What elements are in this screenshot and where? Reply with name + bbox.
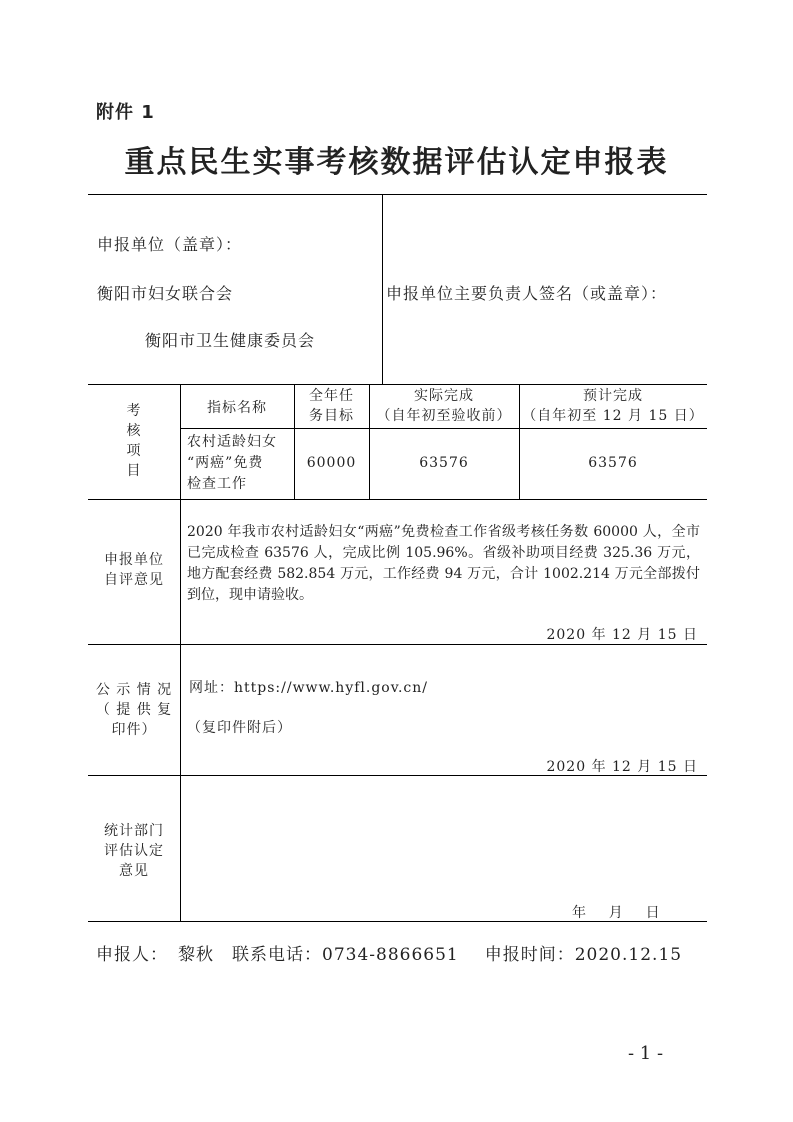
phone-label: 联系电话： [232,945,322,965]
page-title: 重点民生实事考核数据评估认定申报表 [124,145,669,180]
applicant-unit-label: 申报单位（盖章）： [97,235,243,254]
website-label: 网址： [189,680,234,696]
column-header-expected-completion: 预计完成 （自年初至 12 月 15 日） [522,388,704,424]
copy-attached-note: （复印件附后） [187,720,292,736]
applicant-name: 黎秋 [178,945,214,965]
table-top-border [88,194,707,195]
label-column-divider [180,384,181,921]
publicity-label: 公 示 情 况 （ 提 供 复 印件） [95,682,173,738]
applicant-unit-women-federation: 衡阳市妇女联合会 [97,284,234,303]
self-evaluation-date: 2020 年 12 月 15 日 [546,627,698,643]
self-evaluation-label: 申报单位 自评意见 [104,552,164,588]
website-link[interactable]: https://www.hyfl.gov.cn/ [234,680,429,696]
attachment-label: 附件 1 [96,102,155,123]
publicity-website [189,677,428,697]
applicant-label: 申报人： [96,945,168,965]
submission-time-label: 申报时间： [484,945,575,965]
assessment-row-label: 考 核 项 目 [126,403,142,479]
column-header-annual-target: 全年任 务目标 [309,388,354,424]
phone-number: 0734-8866651 [322,945,459,965]
expected-completion-cell: 63576 [588,455,638,471]
principal-signature-label: 申报单位主要负责人签名（或盖章）： [386,284,668,303]
page-number: - 1 - [628,1043,664,1064]
applicant-unit-health-commission: 衡阳市卫生健康委员会 [145,331,316,350]
indicator-name-cell: 农村适龄妇女 “两癌”免费 检查工作 [187,434,277,492]
self-evaluation-text: 2020 年我市农村适龄妇女“两癌”免费检查工作省级考核任务数 60000 人，全市已完成检查 63576 人，完成比例 105.96%。省级补助项目经费 325.36 万元，地方配套经费 582.854 万元，工作经费 94 万元，合计 1002.214 万元全部拨付到位，现申请验收。 [187,524,700,603]
publicity-date: 2020 年 12 月 15 日 [546,759,698,775]
column-header-actual-completion: 实际完成 （自年初至验收前） [376,388,512,424]
actual-completion-cell: 63576 [419,455,469,471]
top-section-divider [382,194,383,384]
footer-info [96,940,692,965]
annual-target-cell: 60000 [306,455,357,471]
statistics-evaluation-label: 统计部门 评估认定 意见 [104,823,164,879]
table-divider-header-row [180,428,707,429]
submission-time: 2020.12.15 [574,945,683,965]
statistics-date-placeholder: 年 月 日 [572,905,661,921]
column-header-indicator: 指标名称 [207,400,267,416]
